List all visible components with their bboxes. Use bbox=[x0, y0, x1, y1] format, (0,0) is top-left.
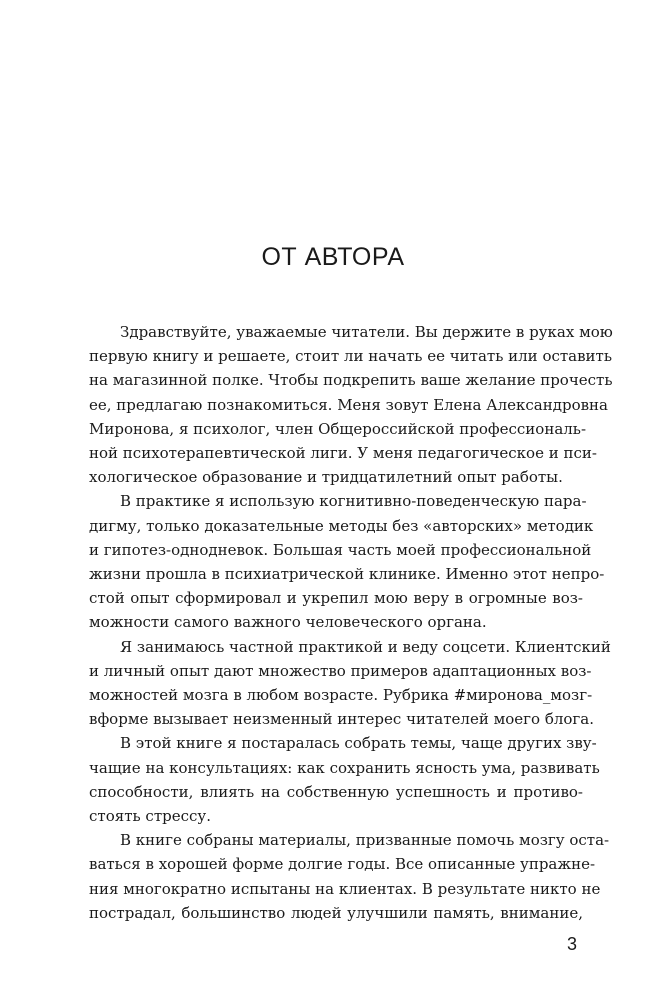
text-line: и гипотез-однодневок. Большая часть моей профессиональной bbox=[89, 540, 592, 559]
page-number: 3 bbox=[566, 934, 577, 954]
text-line: стой опыт сформировал и укрепил мою веру в огромные воз- bbox=[89, 589, 583, 608]
text-line: пострадал, большинство людей улучшили память, внимание, bbox=[89, 903, 583, 922]
text-line: В практике я использую когнитивно-поведенческую пара- bbox=[120, 492, 587, 511]
text-line: жизни прошла в психиатрической клинике. Именно этот непро- bbox=[89, 565, 605, 584]
text-line: на магазинной полке. Чтобы подкрепить ваше желание прочесть bbox=[89, 371, 613, 390]
text-line: вформе вызывает неизменный интерес читателей моего блога. bbox=[89, 710, 594, 729]
text-line: первую книгу и решаете, стоит ли начать ее читать или оставить bbox=[89, 347, 613, 366]
text-line: ния многократно испытаны на клиентах. В результате никто не bbox=[89, 879, 601, 898]
text-line: ваться в хорошей форме долгие годы. Все описанные упражне- bbox=[89, 855, 596, 874]
text-line: хологическое образование и тридцатилетний опыт работы. bbox=[89, 468, 563, 487]
text-line: дигму, только доказательные методы без «авторских» методик bbox=[89, 516, 594, 535]
text-line: Здравствуйте, уважаемые читатели. Вы держите в руках мою bbox=[120, 323, 613, 341]
text-line: ной психотерапевтической лиги. У меня педагогическое и пси- bbox=[89, 444, 597, 463]
body-text bbox=[89, 320, 613, 925]
text-line: Я занимаюсь частной практикой и веду соцсети. Клиентский bbox=[120, 637, 611, 656]
text-line: Миронова, я психолог, член Общероссийской профессиональ- bbox=[89, 419, 587, 438]
text-line: способности, влиять на собственную успешность и противо- bbox=[89, 782, 583, 801]
text-line: можности самого важного человеческого органа. bbox=[89, 613, 487, 632]
text-line: стоять стрессу. bbox=[89, 807, 211, 826]
text-line: В книге собраны материалы, призванные помочь мозгу оста- bbox=[120, 831, 610, 850]
text-line: В этой книге я постаралась собрать темы, чаще других зву- bbox=[120, 734, 597, 753]
text-line: ее, предлагаю познакомиться. Меня зовут Елена Александровна bbox=[89, 395, 609, 414]
text-line: чащие на консультациях: как сохранить ясность ума, развивать bbox=[89, 758, 600, 777]
text-line: можностей мозга в любом возрасте. Рубрика #миронова_мозг- bbox=[89, 686, 593, 705]
text-line: и личный опыт дают множество примеров адаптационных воз- bbox=[89, 661, 592, 680]
chapter-heading: ОТ АВТОРА bbox=[261, 243, 405, 271]
